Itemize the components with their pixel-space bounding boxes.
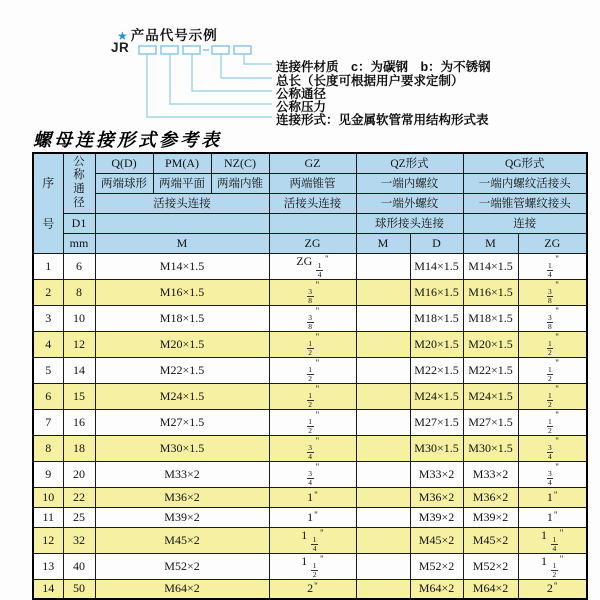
label-connection-form: 连接形式：见金属软管常用结构形式表 [276,113,489,127]
code-box-2 [161,46,178,54]
header-form-NZ(C): NZ(C) [211,153,269,173]
cell-seq: 10 [33,487,63,507]
label-nominal-diameter: 公称通径 [276,87,327,101]
cell-qz-m [356,305,410,331]
cell-dn: 15 [63,383,95,409]
code-example-heading-text: 产品代号示例 [130,28,218,43]
cell-qz-m [356,487,410,507]
cell-qg-zg: $\frac{1}{4}$ " [518,253,587,279]
header-unit-M: M [356,233,410,253]
label-material: 连接件材质 c：为碳钢 b：为不锈钢 [276,60,491,74]
cell-qz-d: M52×2 [410,553,463,579]
header-ends-desc: 两端内锥 [211,173,269,193]
cell-seq: 12 [33,527,63,553]
nut-connection-reference-table [32,152,588,600]
cell-gz: $\frac{3}{8}$ " [269,279,356,305]
table-body [33,253,587,599]
table-row [33,357,587,383]
cell-seq: 5 [33,357,63,383]
cell-qg-zg: 1 $\frac{1}{2}$ " [518,553,587,579]
cell-qz-m [356,553,410,579]
header-form-QG形式: QG形式 [463,153,587,173]
cell-qz-d: M22×1.5 [410,357,463,383]
header-ball-joint-connection: 球形接头连接 [356,213,463,233]
table-row [33,507,587,527]
cell-qz-m [356,383,410,409]
header-row [33,213,587,233]
header-unit-M: M [463,233,518,253]
cell-dn: 10 [63,305,95,331]
cell-dn: 50 [63,579,95,599]
cell-m-thread: M39×2 [95,507,269,527]
table-row [33,253,587,279]
star-icon: ★ [117,29,129,43]
header-ends-desc: 一端内螺纹活接头 [463,173,587,193]
header-form-Q(D): Q(D) [95,153,153,173]
cell-qg-m: M30×1.5 [463,435,518,461]
cell-m-thread: M36×2 [95,487,269,507]
cell-m-thread: M45×2 [95,527,269,553]
cell-dn: 18 [63,435,95,461]
cell-qz-m [356,279,410,305]
cell-m-thread: M64×2 [95,579,269,599]
cell-qz-m [356,435,410,461]
cell-qg-m: M33×2 [463,461,518,487]
header-ends-desc: 两端锥管 [269,173,356,193]
cell-qz-d: M64×2 [410,579,463,599]
header-unit-ZG: ZG [269,233,356,253]
cell-seq: 3 [33,305,63,331]
code-prefix: JR [111,40,130,55]
cell-qg-m: M14×1.5 [463,253,518,279]
header-unit-M: M [95,233,269,253]
header-connection-desc: 一端外螺纹 [356,193,463,213]
cell-seq: 1 [33,253,63,279]
cell-seq: 11 [33,507,63,527]
cell-qz-d: M36×2 [410,487,463,507]
label-nominal-pressure: 公称压力 [276,100,327,114]
header-ends-desc: 两端球形 [95,173,153,193]
cell-qg-zg: $\frac{1}{2}$ " [518,331,587,357]
cell-dn: 25 [63,507,95,527]
cell-qg-zg: $\frac{1}{2}$ " [518,357,587,383]
cell-gz: $\frac{1}{2}$ " [269,331,356,357]
cell-qz-m [356,331,410,357]
cell-qz-d: M14×1.5 [410,253,463,279]
cell-qz-d: M39×2 [410,507,463,527]
cell-seq: 13 [33,553,63,579]
header-empty [95,213,269,233]
table-row [33,331,587,357]
page-title: 螺母连接形式参考表 [33,130,222,150]
cell-qg-m: M22×1.5 [463,357,518,383]
cell-dn: 14 [63,357,95,383]
header-connection: 连接 [463,213,587,233]
header-row [33,193,587,213]
header-nominal-diameter: 公 称 通 径 [63,153,95,213]
cell-dn: 22 [63,487,95,507]
code-box-4 [212,46,229,54]
cell-qz-m [356,579,410,599]
cell-qz-d: M27×1.5 [410,409,463,435]
table-row [33,305,587,331]
table-row [33,409,587,435]
cell-m-thread: M33×2 [95,461,269,487]
cell-qz-d: M45×2 [410,527,463,553]
header-empty [269,213,356,233]
cell-qg-m: M16×1.5 [463,279,518,305]
cell-qg-zg: $\frac{1}{2}$ " [518,383,587,409]
cell-qg-m: M36×2 [463,487,518,507]
cell-gz: $\frac{1}{2}$ " [269,409,356,435]
code-box-3 [183,46,200,54]
cell-m-thread: M14×1.5 [95,253,269,279]
code-example-heading [117,24,218,44]
cell-gz: 2" [269,579,356,599]
cell-qz-d: M18×1.5 [410,305,463,331]
cell-dn: 8 [63,279,95,305]
cell-m-thread: M24×1.5 [95,383,269,409]
header-form-QZ形式: QZ形式 [356,153,463,173]
cell-gz: 1 $\frac{1}{4}$ " [269,527,356,553]
cell-qz-m [356,527,410,553]
header-connection-desc: 活接头连接 [95,193,269,213]
cell-qg-zg: $\frac{1}{2}$ " [518,409,587,435]
cell-dn: 16 [63,409,95,435]
cell-qz-d: M20×1.5 [410,331,463,357]
cell-gz: $\frac{3}{4}$ " [269,435,356,461]
code-box-1 [139,46,156,54]
header-unit-D: D [410,233,463,253]
table-row [33,579,587,599]
cell-qg-m: M27×1.5 [463,409,518,435]
cell-m-thread: M22×1.5 [95,357,269,383]
table-row [33,383,587,409]
table-row [33,279,587,305]
header-connection-desc: 活接头连接 [269,193,356,213]
cell-seq: 2 [33,279,63,305]
cell-qg-m: M64×2 [463,579,518,599]
cell-qg-zg: 2" [518,579,587,599]
table-row [33,435,587,461]
header-unit-ZG: ZG [518,233,587,253]
cell-m-thread: M16×1.5 [95,279,269,305]
header-seq: 序 号 [33,153,63,253]
cell-gz: 1 $\frac{1}{2}$ " [269,553,356,579]
cell-seq: 14 [33,579,63,599]
cell-qz-d: M30×1.5 [410,435,463,461]
cell-qg-zg: $\frac{3}{4}$ " [518,461,587,487]
cell-qg-m: M45×2 [463,527,518,553]
cell-qg-zg: $\frac{3}{8}$ " [518,279,587,305]
cell-qg-m: M52×2 [463,553,518,579]
cell-gz: $\frac{3}{4}$ " [269,461,356,487]
cell-m-thread: M18×1.5 [95,305,269,331]
cell-qg-zg: 1 $\frac{1}{4}$ " [518,527,587,553]
cell-seq: 4 [33,331,63,357]
code-box-5 [234,46,251,54]
cell-gz: 1" [269,507,356,527]
cell-qg-m: M18×1.5 [463,305,518,331]
header-row [33,153,587,173]
cell-m-thread: M27×1.5 [95,409,269,435]
cell-qz-m [356,253,410,279]
cell-dn: 32 [63,527,95,553]
cell-dn: 40 [63,553,95,579]
cell-gz: $\frac{1}{2}$ " [269,383,356,409]
cell-qg-zg: $\frac{3}{4}$ " [518,435,587,461]
table-header [33,153,587,253]
cell-gz: 1" [269,487,356,507]
cell-qg-m: M39×2 [463,507,518,527]
cell-gz: $\frac{1}{2}$ " [269,357,356,383]
header-d1: D1 [63,213,95,233]
cell-seq: 7 [33,409,63,435]
header-unit-mm: mm [63,233,95,253]
cell-qz-d: M16×1.5 [410,279,463,305]
cell-m-thread: M20×1.5 [95,331,269,357]
cell-qz-m [356,409,410,435]
table-row [33,487,587,507]
label-total-length: 总长（长度可根据用户要求定制） [276,74,464,88]
cell-gz: $\frac{3}{8}$ " [269,305,356,331]
cell-dn: 20 [63,461,95,487]
cell-qz-m [356,507,410,527]
cell-qg-zg: $\frac{3}{8}$ " [518,305,587,331]
cell-qg-m: M20×1.5 [463,331,518,357]
cell-qz-m [356,461,410,487]
cell-gz: ZG $\frac{1}{4}$ " [269,253,356,279]
cell-m-thread: M52×2 [95,553,269,579]
cell-dn: 6 [63,253,95,279]
header-ends-desc: 一端内螺纹 [356,173,463,193]
header-ends-desc: 两端平面 [153,173,211,193]
cell-m-thread: M30×1.5 [95,435,269,461]
header-row [33,233,587,253]
header-form-GZ: GZ [269,153,356,173]
cell-qg-zg: 1" [518,507,587,527]
cell-qz-d: M33×2 [410,461,463,487]
cell-seq: 9 [33,461,63,487]
cell-qz-d: M24×1.5 [410,383,463,409]
cell-dn: 12 [63,331,95,357]
header-connection-desc: 一端锥管螺纹接头 [463,193,587,213]
table-row [33,461,587,487]
header-row [33,173,587,193]
cell-seq: 6 [33,383,63,409]
table-row [33,527,587,553]
cell-qg-zg: 1" [518,487,587,507]
cell-qg-m: M24×1.5 [463,383,518,409]
cell-qz-m [356,357,410,383]
header-form-PM(A): PM(A) [153,153,211,173]
table-row [33,553,587,579]
cell-seq: 8 [33,435,63,461]
